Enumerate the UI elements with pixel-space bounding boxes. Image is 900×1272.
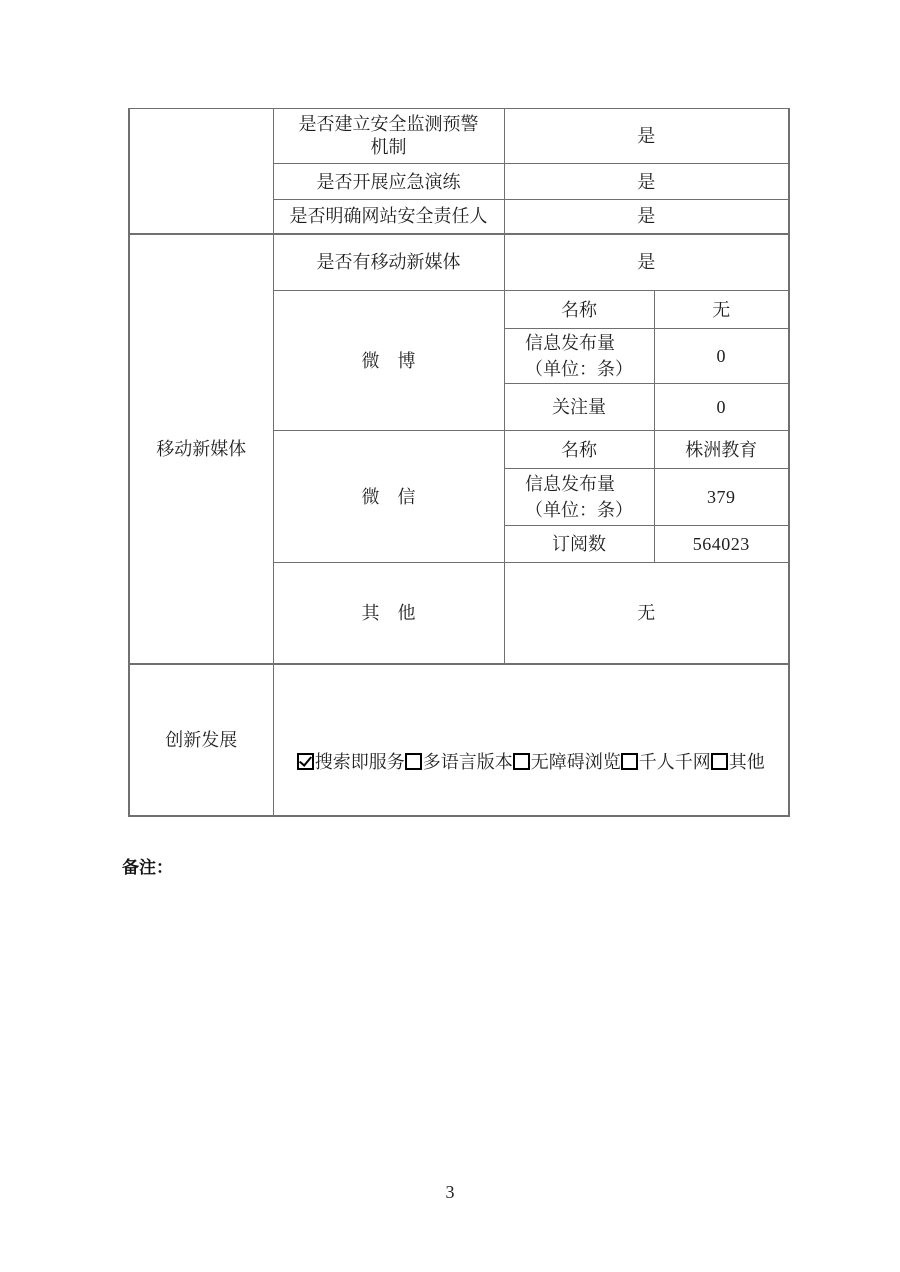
row-label: 是否建立安全监测预警 (298, 114, 479, 134)
checkbox-icon[interactable] (621, 753, 638, 770)
value-cell: 无 (504, 563, 789, 664)
table-row (129, 109, 789, 164)
label-cell (504, 469, 654, 526)
table-row (129, 664, 789, 816)
value-cell: 是 (504, 164, 789, 200)
option-multilingual[interactable] (405, 750, 513, 774)
value-cell: 379 (654, 469, 789, 526)
value-cell: 是 (504, 234, 789, 291)
value-cell: 是 (504, 200, 789, 234)
checkbox-icon[interactable] (405, 753, 422, 770)
label-cell: 是否明确网站安全责任人 (273, 200, 504, 234)
label-cell (273, 109, 504, 164)
label-cell: 是否开展应急演练 (273, 164, 504, 200)
row-label-line2: （单位：条） (525, 359, 633, 379)
option-label: 搜索即服务 (314, 751, 405, 772)
group-header-weibo: 微 博 (273, 291, 504, 431)
section-header-innovation: 创新发展 (129, 664, 273, 816)
value-cell: 564023 (654, 526, 789, 563)
checkbox-icon[interactable] (513, 753, 530, 770)
innovation-options-cell (273, 664, 789, 816)
row-label: 信息发布量 (525, 474, 615, 494)
option-label: 多语言版本 (422, 751, 513, 772)
option-accessibility[interactable] (513, 750, 621, 774)
label-cell: 名称 (504, 291, 654, 329)
row-label-line2: 机制 (370, 137, 407, 157)
option-other[interactable] (711, 750, 765, 774)
label-cell: 是否有移动新媒体 (273, 234, 504, 291)
option-label: 其他 (728, 751, 765, 772)
innovation-options-line (274, 706, 789, 774)
page-number: 3 (445, 1182, 455, 1202)
option-label: 千人千网 (638, 751, 711, 772)
annual-report-table (128, 108, 790, 817)
row-label-line2: （单位：条） (525, 500, 633, 520)
section-header-mobile-media: 移动新媒体 (129, 234, 273, 664)
label-cell: 订阅数 (504, 526, 654, 563)
group-header-wechat: 微 信 (273, 431, 504, 563)
option-label: 无障碍浏览 (530, 751, 621, 772)
value-cell: 是 (504, 109, 789, 164)
label-cell (504, 329, 654, 384)
value-cell: 0 (654, 384, 789, 431)
label-cell: 其 他 (273, 563, 504, 664)
checkbox-icon[interactable] (297, 753, 314, 770)
checkbox-icon[interactable] (711, 753, 728, 770)
option-personalization[interactable] (621, 750, 711, 774)
label-cell: 关注量 (504, 384, 654, 431)
label-cell: 名称 (504, 431, 654, 469)
value-cell: 株洲教育 (654, 431, 789, 469)
row-label: 信息发布量 (525, 333, 615, 353)
table-row (129, 234, 789, 291)
notes-label: 备注： (122, 858, 173, 877)
option-search-as-service[interactable] (297, 750, 405, 774)
value-cell: 0 (654, 329, 789, 384)
value-cell: 无 (654, 291, 789, 329)
section-cell-empty (129, 109, 273, 234)
